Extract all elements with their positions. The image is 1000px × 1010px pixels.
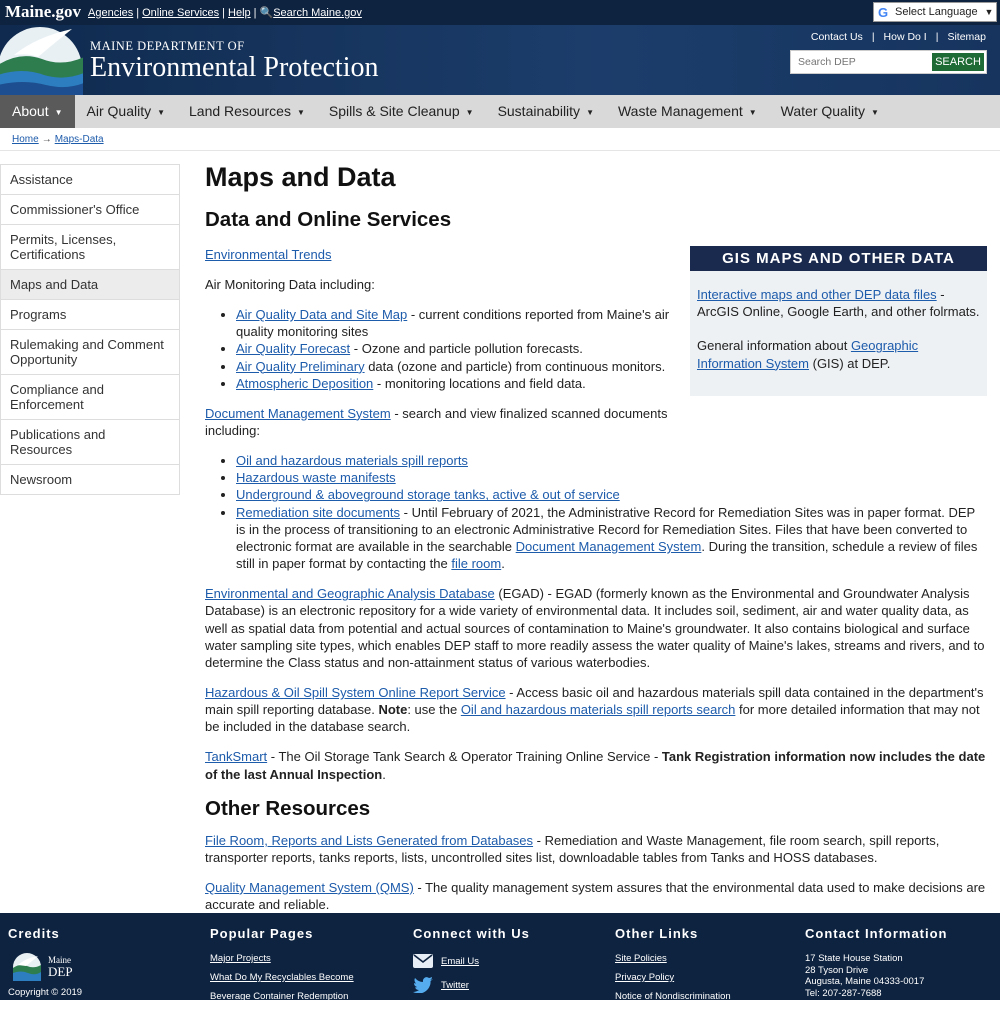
file-room-text: - Remediation and Waste Management, file room search, spill reports, transporter reports, tanks reports, lists, uncontrolled sites list, downloadable tables from Tanks and HOSS databases.	[205, 832, 940, 865]
list-item-text: - Until February of 2021, the Administrative Record for Remediation Sites was in paper format. DEP is in the process of transitioning to an electronic Administrative Record for Remediation Sites. Files that have been converted to electronic format are available in the searchable	[236, 504, 975, 555]
phone-line: Tel: 207-287-7688	[805, 987, 882, 999]
section-heading-other-resources: Other Resources	[205, 796, 371, 820]
major-projects-link[interactable]: Major Projects	[210, 953, 271, 964]
chevron-down-icon: ▼	[984, 7, 994, 17]
breadcrumb-home[interactable]: Home	[12, 134, 39, 145]
sidebar-item-commissioners-office[interactable]: Commissioner's Office	[1, 195, 179, 225]
footer-heading: Other Links	[615, 926, 699, 941]
dms-list	[236, 452, 987, 572]
address-line: Augusta, Maine 04333-0017	[805, 976, 925, 987]
file-room-reports-link[interactable]: File Room, Reports and Lists Generated from Databases	[205, 832, 534, 848]
main-content	[205, 160, 987, 926]
list-item	[236, 486, 987, 503]
footer-contact	[805, 926, 948, 999]
file-room-link[interactable]: file room	[451, 556, 502, 572]
main-nav	[0, 95, 1000, 128]
utility-links: Contact Us | How Do I | Sitemap	[810, 31, 986, 43]
footer-heading: Connect with Us	[413, 926, 530, 941]
footer-heading: Popular Pages	[210, 926, 314, 941]
social-twitter	[413, 977, 530, 993]
remediation-documents-link[interactable]: Remediation site documents	[236, 504, 401, 520]
sidebar-item-compliance[interactable]: Compliance and Enforcement	[1, 375, 179, 420]
nav-label: Sustainability	[497, 103, 581, 119]
sidebar	[0, 164, 180, 495]
sidebar-item-publications[interactable]: Publications and Resources	[1, 420, 179, 465]
list-item-text: - Ozone and particle pollution forecasts.	[350, 341, 583, 357]
nav-about[interactable]	[0, 95, 75, 128]
sidebar-item-rulemaking[interactable]: Rulemaking and Comment Opportunity	[1, 330, 179, 375]
arrow-right-icon: →	[41, 134, 52, 145]
nav-sustainability[interactable]	[486, 95, 606, 128]
storage-tanks-link[interactable]: Underground & aboveground storage tanks, active & out of service	[236, 487, 620, 503]
nav-label: Land Resources	[189, 103, 291, 119]
gis-info-link[interactable]: Geographic Information System	[697, 338, 919, 371]
hazardous-waste-manifests-link[interactable]: Hazardous waste manifests	[236, 470, 396, 486]
nav-land-resources[interactable]	[177, 95, 317, 128]
chevron-down-icon: ▼	[54, 107, 63, 117]
tanksmart-bold: Tank Registration information now includes the date of the last Annual Inspection	[205, 749, 986, 782]
hoss-text: for more detailed information that may not be included in the database search.	[205, 702, 980, 735]
list-item-text: . During the transition, schedule a review of files still in paper format by contacting the	[236, 539, 978, 572]
air-monitoring-intro: Air Monitoring Data including:	[205, 277, 375, 292]
sidebar-item-permits[interactable]: Permits, Licenses, Certifications	[1, 225, 179, 270]
page-title: Maps and Data	[205, 162, 396, 192]
footer-heading: Contact Information	[805, 926, 948, 941]
tanksmart-text: - The Oil Storage Tank Search & Operator Training Online Service -	[267, 749, 662, 765]
recyclables-link[interactable]: What Do My Recyclables Become	[210, 972, 354, 983]
envelope-icon	[413, 953, 433, 969]
address-line: 28 Tyson Drive	[805, 964, 869, 976]
list-item-text: .	[501, 556, 505, 572]
privacy-policy-link[interactable]: Privacy Policy	[615, 972, 675, 983]
spill-reports-search-link[interactable]: Oil and hazardous materials spill reports search	[460, 702, 736, 718]
list-item-text: - current conditions reported from Maine's air quality monitoring sites	[236, 307, 670, 340]
nav-waste-management[interactable]	[606, 95, 769, 128]
gis-item-text: (GIS) at DEP.	[809, 355, 891, 371]
nav-label: Water Quality	[780, 103, 865, 119]
twitter-icon	[413, 977, 433, 993]
sidebar-item-programs[interactable]: Programs	[1, 300, 179, 330]
sitemap-link[interactable]: Sitemap	[947, 31, 986, 43]
gis-item	[697, 337, 980, 371]
list-item-text: - monitoring locations and field data.	[373, 375, 586, 391]
sidebar-item-newsroom[interactable]: Newsroom	[1, 465, 179, 495]
footer-heading: Credits	[8, 926, 60, 941]
gis-box-heading: GIS MAPS AND OTHER DATA	[690, 246, 987, 271]
egad-text: (EGAD) - EGAD (formerly known as the Environmental and Groundwater Analysis Database) is an electronic repository for a wide variety of environmental data. It includes soil, sediment, air and water quality data, as well as spatial data from potential and actual sources of contamination to Maine's groundwater. It also contains biological and surface water sampling site types, which enables DEP staff to more readily assess the water quality of Maine's lakes, streams and rivers, and to determine the Class status and non-attainment status of various waterbodies.	[205, 586, 985, 671]
contact-us-link[interactable]: Contact Us	[810, 31, 863, 43]
email-us-link[interactable]: Email Us	[441, 955, 480, 967]
dep-search	[790, 50, 987, 74]
social-email	[413, 953, 530, 969]
hoss-text: - Access basic oil and hazardous materials spill data contained in the department's main spill reporting database.	[205, 685, 984, 718]
document-management-link[interactable]: Document Management System	[205, 405, 391, 421]
nav-air-quality[interactable]	[75, 95, 178, 128]
footer-connect	[413, 926, 530, 1001]
list-item-text: data (ozone and particle) from continuous monitors.	[364, 358, 666, 374]
nondiscrimination-link[interactable]: Notice of Nondiscrimination	[615, 991, 731, 1002]
chevron-down-icon: ▼	[748, 107, 757, 117]
credit-logo-wordmark	[48, 955, 73, 979]
logo-bottom-text: DEP	[48, 964, 73, 979]
gis-item	[697, 286, 980, 320]
gis-item-text: General information about	[697, 338, 851, 354]
breadcrumb	[12, 134, 104, 145]
list-item	[236, 469, 987, 486]
air-quality-data-link[interactable]: Air Quality Data and Site Map	[236, 307, 408, 322]
dep-logo-icon[interactable]	[0, 25, 83, 95]
nav-label: Air Quality	[86, 103, 152, 119]
search-button[interactable]: SEARCH	[932, 53, 984, 71]
hoss-link[interactable]: Hazardous & Oil Spill System Online Report Service	[205, 685, 506, 701]
breadcrumb-current[interactable]: Maps-Data	[54, 134, 104, 145]
help-link[interactable]: Help	[228, 7, 251, 19]
qms-text: - The quality management system assures that the environmental data used to make decisions are accurate and reliable.	[205, 879, 986, 913]
search-input[interactable]	[791, 51, 933, 73]
google-icon: G	[877, 4, 889, 20]
chevron-down-icon: ▼	[465, 107, 474, 117]
qms-link[interactable]: Quality Management System (QMS)	[205, 879, 414, 895]
chevron-down-icon: ▼	[296, 107, 305, 117]
chevron-down-icon: ▼	[586, 107, 594, 117]
air-quality-forecast-link[interactable]: Air Quality Forecast	[236, 341, 351, 357]
nav-label: Waste Management	[617, 103, 743, 119]
hoss-para	[205, 684, 987, 736]
sidebar-item-maps-and-data[interactable]: Maps and Data	[1, 270, 179, 300]
egad-para	[205, 585, 987, 671]
agency-name: Environmental Protection	[90, 52, 379, 83]
interactive-maps-link[interactable]: Interactive maps and other DEP data files	[697, 287, 937, 302]
nav-spills-site-cleanup[interactable]	[317, 95, 486, 128]
twitter-link[interactable]: Twitter	[441, 979, 469, 991]
sidebar-item-assistance[interactable]: Assistance	[1, 165, 179, 195]
gis-sidebar-box	[690, 246, 987, 396]
chevron-down-icon: ▼	[157, 107, 166, 117]
online-services-link[interactable]: Online Services	[142, 7, 220, 19]
atmospheric-deposition-link[interactable]: Atmospheric Deposition	[236, 375, 374, 391]
tanksmart-para	[205, 748, 987, 782]
language-label: Select Language	[895, 6, 978, 18]
site-policies-link[interactable]: Site Policies	[615, 953, 667, 964]
maine-gov-links: Agencies | Online Services | Help | 🔍Search Maine.gov	[88, 7, 362, 19]
spill-reports-link[interactable]: Oil and hazardous materials spill reports	[236, 453, 468, 469]
list-item	[236, 452, 987, 469]
magnifier-icon: 🔍	[259, 7, 274, 19]
environmental-trends-link[interactable]: Environmental Trends	[205, 247, 332, 262]
egad-link[interactable]: Environmental and Geographic Analysis Database	[205, 586, 495, 602]
nav-water-quality[interactable]	[769, 95, 891, 128]
nav-label: About	[12, 103, 49, 119]
hoss-note: Note	[378, 702, 408, 718]
beverage-redemption-link[interactable]: Beverage Container Redemption	[210, 991, 349, 1002]
chevron-down-icon: ▼	[870, 107, 879, 117]
copyright: Copyright © 2019	[8, 987, 83, 998]
maine-gov-logo[interactable]: Maine.gov	[5, 2, 82, 21]
maine-dep-logo[interactable]	[12, 953, 82, 981]
section-heading-data-online: Data and Online Services	[205, 208, 452, 231]
search-maine-gov-link[interactable]: Search Maine.gov	[273, 7, 362, 19]
qms-para	[205, 879, 987, 913]
tanksmart-text: .	[382, 766, 386, 782]
logo-top-text: Maine	[48, 955, 71, 965]
site-header	[0, 25, 1000, 95]
dms-text: - search and view finalized scanned documents including:	[205, 405, 668, 439]
agency-department: MAINE DEPARTMENT OF	[90, 39, 245, 53]
site-footer	[0, 913, 1000, 1000]
gis-item-text: - ArcGIS Online, Google Earth, and other folrmats.	[697, 287, 980, 320]
footer-popular	[210, 926, 354, 1010]
nav-label: Spills & Site Cleanup	[328, 103, 460, 119]
tanksmart-link[interactable]: TankSmart	[205, 749, 268, 765]
dms-para	[205, 405, 987, 439]
language-selector[interactable]	[873, 2, 997, 22]
footer-other-links	[615, 926, 731, 1010]
agencies-link[interactable]: Agencies	[88, 7, 134, 19]
document-management-link-2[interactable]: Document Management System	[515, 539, 702, 555]
air-quality-preliminary-link[interactable]: Air Quality Preliminary	[236, 358, 365, 374]
maine-gov-bar	[0, 0, 1000, 25]
list-item	[236, 504, 987, 573]
file-room-para	[205, 832, 987, 866]
divider	[0, 150, 1000, 151]
dep-logo-icon	[12, 953, 42, 981]
how-do-i-link[interactable]: How Do I	[883, 31, 927, 43]
footer-credits	[8, 926, 82, 999]
hoss-text: : use the	[407, 702, 461, 718]
address-line: 17 State House Station	[805, 953, 903, 964]
